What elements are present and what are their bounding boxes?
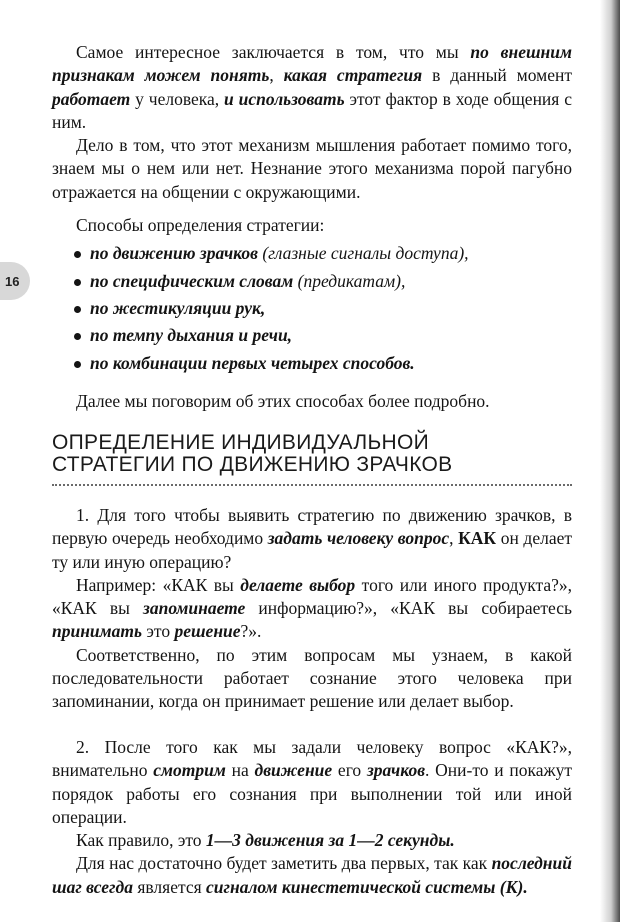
paragraph-last: Для нас достаточно будет заметить два первых, так как последний шаг всегда является сигналом кинестетической системы (К). xyxy=(52,853,572,897)
methods-list xyxy=(52,240,572,376)
step-1-block xyxy=(52,504,572,714)
intro-block xyxy=(52,41,572,413)
list-item: по комбинации первых четырех способов. xyxy=(52,350,572,377)
section-heading xyxy=(52,432,572,476)
paragraph-consequently: Соответственно, по этим вопросам мы узнаем, в какой последовательности работает сознание этого человека при запоминании, когда он принимает решение или делает выбор. xyxy=(52,644,572,712)
paragraph-step-2: 2. После того как мы задали человеку вопрос «КАК?», внимательно смотрим на движение его зрачков. Они-то и покажут порядок работы его сознания при выполнении той или иной операции. xyxy=(52,737,572,827)
section-heading-line-2: СТРАТЕГИИ ПО ДВИЖЕНИЮ ЗРАЧКОВ xyxy=(52,453,453,476)
list-item: по жестикуляции рук, xyxy=(52,295,572,322)
paragraph-step-1: 1. Для того чтобы выявить стратегию по движению зрачков, в первую очередь необходимо задать человеку вопрос, КАК он делает ту или иную операцию? xyxy=(52,505,573,572)
paragraph-example: Например: «КАК вы делаете выбор того или иного продукта?», «КАК вы запоминаете информацию?», «КАК вы собираетесь принимать это решение?». xyxy=(52,574,572,642)
page-edge-shadow xyxy=(600,0,620,922)
paragraph-mechanism: Дело в том, что этот механизм мышления работает помимо того, знаем мы о нем или нет. Незнание этого механизма порой пагубно отражается на общении с окружающими. xyxy=(52,135,572,202)
methods-intro: Способы определения стратегии: xyxy=(76,215,325,236)
paragraph-rule: Как правило, это 1—3 движения за 1—2 секунды. xyxy=(76,830,455,851)
page-number: 16 xyxy=(5,273,20,289)
section-heading-line-1: ОПРЕДЕЛЕНИЕ ИНДИВИДУАЛЬНОЙ xyxy=(52,431,430,454)
list-item: по темпу дыхания и речи, xyxy=(52,322,572,349)
heading-divider xyxy=(52,484,572,486)
list-item: по движению зрачков (глазные сигналы доступа), xyxy=(52,240,572,267)
step-2-block xyxy=(52,736,572,899)
list-item: по специфическим словам (предикатам), xyxy=(52,268,572,295)
page-number-tab xyxy=(0,262,30,300)
paragraph-further: Далее мы поговорим об этих способах более подробно. xyxy=(76,390,490,411)
paragraph-intro: Самое интересное заключается в том, что мы по внешним признакам можем понять, какая стратегия в данный момент работает у человека, и использовать этот фактор в ходе общения с ним. xyxy=(52,42,573,132)
